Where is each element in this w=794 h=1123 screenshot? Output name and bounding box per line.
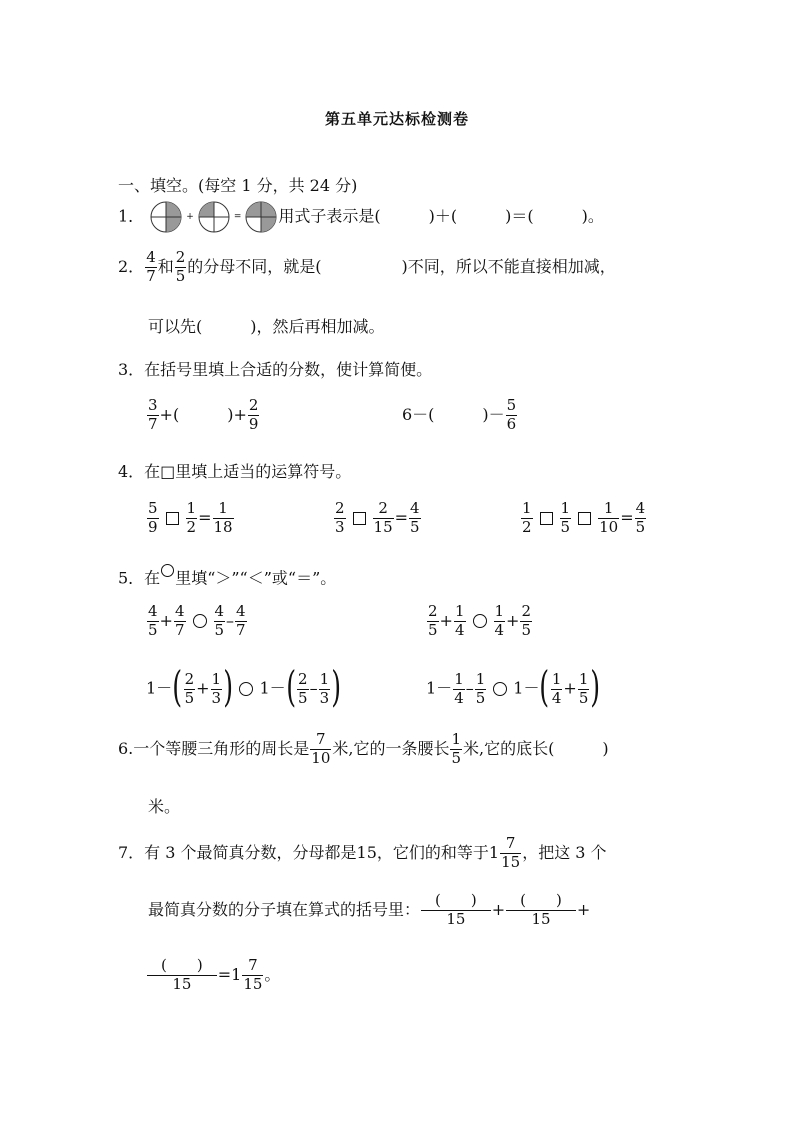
q1-text: 用式子表示是( )＋( )＝( )。 (278, 206, 604, 226)
blank-fraction[interactable]: $\frac{( )}{15}$ (147, 958, 217, 993)
fraction: $\frac{5}{6}$ (506, 396, 517, 433)
fraction: $\frac{1}{10}$ (599, 499, 619, 536)
fraction: $\frac{1}{2}$ (186, 499, 197, 536)
compare-circle[interactable] (473, 614, 487, 628)
fraction: $\frac{1}{4}$ (454, 602, 465, 639)
blank-fraction[interactable]: $\frac{( )}{15}$ (421, 893, 491, 928)
q4-expression-3: $\frac{1}{2}$ $\frac{1}{5}$ $\frac{1}{10}$ = $\frac{4}{5}$ (522, 499, 646, 536)
q5-row2-right: 1－ $\frac{1}{4}$ – $\frac{1}{5}$ 1－( $\frac{1}{4}$ + $\frac{1}{5}$ ) (426, 662, 601, 711)
pie-icon-2 (197, 200, 231, 234)
q4-expression-2: $\frac{2}{3}$ $\frac{2}{15}$ = $\frac{4}{5}$ (335, 499, 420, 536)
q3-prompt: 3．在括号里填上合适的分数，使计算简便。 (118, 360, 433, 379)
q5-prompt: 5．在 里填“＞”“＜”或“＝”。 (118, 564, 336, 588)
circle-icon (161, 564, 174, 577)
fraction: $\frac{4}{7}$ (146, 248, 156, 285)
pie-icon-1 (149, 200, 183, 234)
answer-box[interactable] (578, 512, 591, 525)
q1-plus: + (186, 212, 194, 222)
fraction: $\frac{5}{9}$ (148, 499, 158, 536)
fraction: $\frac{2}{5}$ (428, 602, 438, 639)
q2-and: 和 (157, 256, 174, 276)
q1-number: 1． (118, 206, 145, 226)
q1-equals: = (233, 212, 242, 222)
q4-expression-1: $\frac{5}{9}$ $\frac{1}{2}$ = $\frac{1}{18}$ (148, 499, 233, 536)
answer-box[interactable] (353, 512, 366, 525)
answer-box[interactable] (540, 512, 553, 525)
compare-circle[interactable] (193, 614, 207, 628)
question-1 (118, 200, 604, 234)
compare-circle[interactable] (239, 682, 253, 696)
q4-prompt: 4．在□里填上适当的运算符号。 (118, 462, 352, 481)
q2-line-2: 可以先( )，然后再相加减。 (148, 317, 385, 336)
pie-icon-3 (244, 200, 278, 234)
fraction: $\frac{1}{18}$ (213, 499, 233, 536)
fraction: $\frac{2}{5}$ (184, 669, 195, 707)
fraction: $\frac{7}{10}$ (311, 730, 331, 767)
fraction: $\frac{1}{3}$ (211, 669, 222, 707)
fraction: $\frac{1}{5}$ (451, 730, 462, 767)
fraction: $\frac{2}{9}$ (248, 396, 259, 433)
q7-line-2: 最简真分数的分子填在算式的括号里： $\frac{( )}{15}$ + $\frac{( )}{15}$ + (148, 891, 591, 928)
pie-shaded-quarter (166, 217, 181, 232)
q5-row1-right: $\frac{2}{5}$ + $\frac{1}{4}$ $\frac{1}{4}$ + $\frac{2}{5}$ (428, 602, 531, 639)
fraction: $\frac{4}{5}$ (635, 499, 646, 536)
q5-row1-left: $\frac{4}{5}$ + $\frac{4}{7}$ $\frac{4}{5}$ – $\frac{4}{7}$ (148, 602, 246, 639)
fraction: $\frac{1}{5}$ (475, 669, 486, 707)
fraction: $\frac{4}{5}$ (410, 499, 420, 536)
fraction: $\frac{4}{5}$ (148, 602, 158, 639)
fraction: $\frac{1}{5}$ (578, 669, 589, 707)
fraction: $\frac{4}{7}$ (174, 602, 185, 639)
fraction: $\frac{1}{4}$ (454, 669, 464, 707)
pie-shaded-quarter (166, 202, 181, 217)
fraction: $\frac{1}{4}$ (551, 669, 562, 707)
q5-row2-left: 1－( $\frac{2}{5}$ + $\frac{1}{3}$ ) 1－( $\frac{2}{5}$ – $\frac{1}{3}$ ) (146, 662, 342, 711)
fraction: $\frac{2}{5}$ (298, 669, 308, 707)
question-6: 6.一个等腰三角形的周长是 $\frac{7}{10}$ 米,它的一条腰长 $\frac{1}{5}$ 米,它的底长( ) (118, 730, 609, 767)
blank-fraction[interactable]: $\frac{( )}{15}$ (506, 893, 576, 928)
fraction: $\frac{2}{15}$ (373, 499, 393, 536)
fraction: $\frac{2}{5}$ (175, 248, 186, 285)
answer-box[interactable] (166, 512, 179, 525)
page-title: 第五单元达标检测卷 (324, 110, 469, 128)
question-2 (118, 250, 616, 285)
compare-circle[interactable] (493, 682, 507, 696)
fraction: $\frac{1}{2}$ (522, 499, 532, 536)
fraction: $\frac{4}{7}$ (236, 602, 246, 639)
fraction: $\frac{3}{7}$ (148, 396, 158, 433)
fraction: $\frac{4}{5}$ (214, 602, 225, 639)
fraction: $\frac{1}{5}$ (560, 499, 571, 536)
fraction: $\frac{1}{4}$ (494, 602, 505, 639)
q2-number: 2． (118, 256, 145, 276)
pie-shaded-quarter (199, 202, 214, 217)
fraction: $\frac{1}{3}$ (319, 669, 330, 707)
q7-line-3: $\frac{( )}{15}$ =1 $\frac{7}{15}$ 。 (146, 958, 280, 993)
q3-expression-1: $\frac{3}{7}$ +( )+ $\frac{2}{9}$ (148, 396, 259, 433)
q6-line-2: 米。 (148, 797, 181, 816)
section-heading: 一、填空。(每空 1 分，共 24 分) (118, 176, 358, 195)
q3-expression-2: 6－( )－ $\frac{5}{6}$ (402, 396, 517, 433)
fraction: $\frac{7}{15}$ (243, 956, 263, 993)
fraction: $\frac{2}{3}$ (335, 499, 345, 536)
fraction: $\frac{2}{5}$ (521, 602, 531, 639)
q2-text: 的分母不同，就是( )不同，所以不能直接相加减， (187, 256, 616, 276)
question-7: 7．有 3 个最简真分数，分母都是15，它们的和等于1 $\frac{7}{15}$ ，把这 3 个 (118, 834, 607, 871)
fraction: $\frac{7}{15}$ (501, 834, 521, 871)
